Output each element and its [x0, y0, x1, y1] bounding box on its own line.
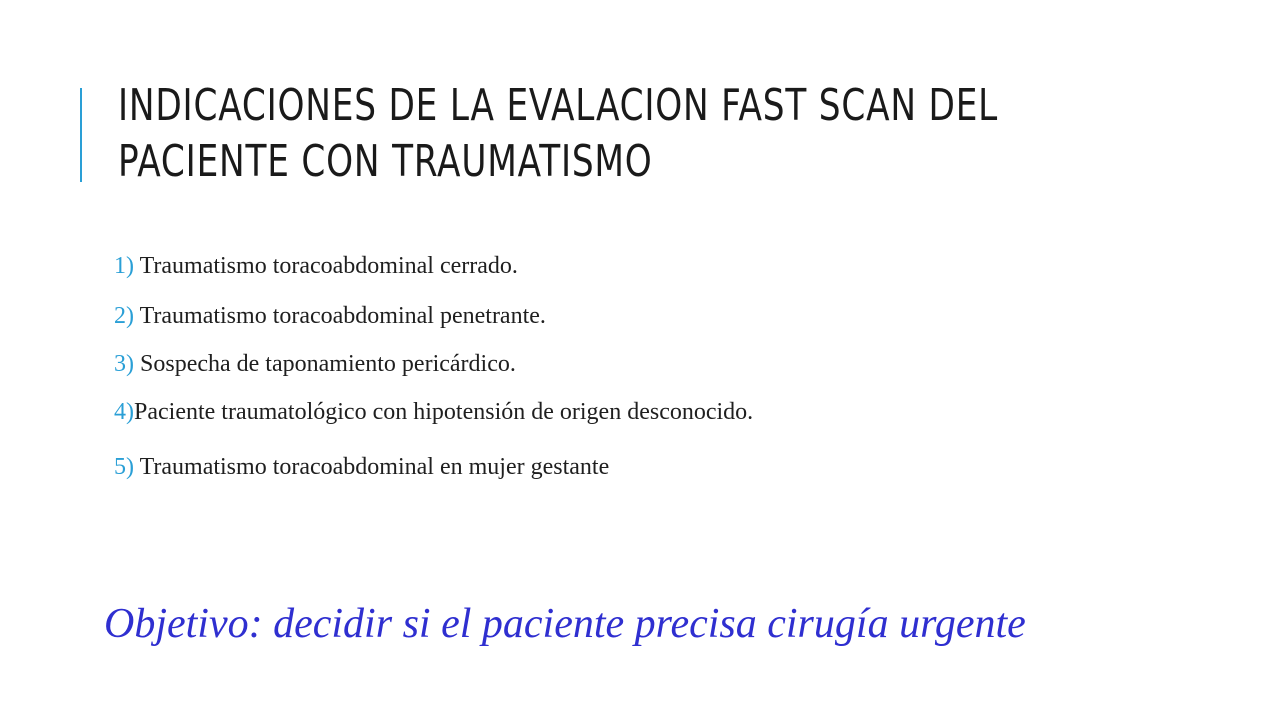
list-item-number: 4) [114, 399, 134, 425]
list-item-text: Paciente traumatológico con hipotensión de origen desconocido. [134, 399, 754, 425]
list-item-number: 2) [114, 303, 134, 329]
slide-title-line-1: INDICACIONES DE LA EVALACION FAST SCAN DEL [118, 80, 999, 131]
list-item [114, 301, 546, 331]
list-item [114, 452, 609, 482]
accent-bar [80, 88, 82, 182]
list-item [114, 397, 753, 427]
list-item-text: Traumatismo toracoabdominal penetrante. [134, 303, 546, 329]
slide-title-line-2: PACIENTE CON TRAUMATISMO [118, 136, 653, 187]
list-item [114, 251, 518, 281]
objective-text: Objetivo: decidir si el paciente precisa cirugía urgente [104, 601, 1026, 647]
list-item-text: Sospecha de taponamiento pericárdico. [134, 351, 516, 377]
list-item-text: Traumatismo toracoabdominal en mujer gestante [134, 454, 610, 480]
slide-title [118, 78, 999, 190]
list-item [114, 349, 516, 379]
list-item-number: 5) [114, 454, 134, 480]
list-item-number: 1) [114, 253, 134, 279]
list-item-text: Traumatismo toracoabdominal cerrado. [134, 253, 518, 279]
list-item-number: 3) [114, 351, 134, 377]
